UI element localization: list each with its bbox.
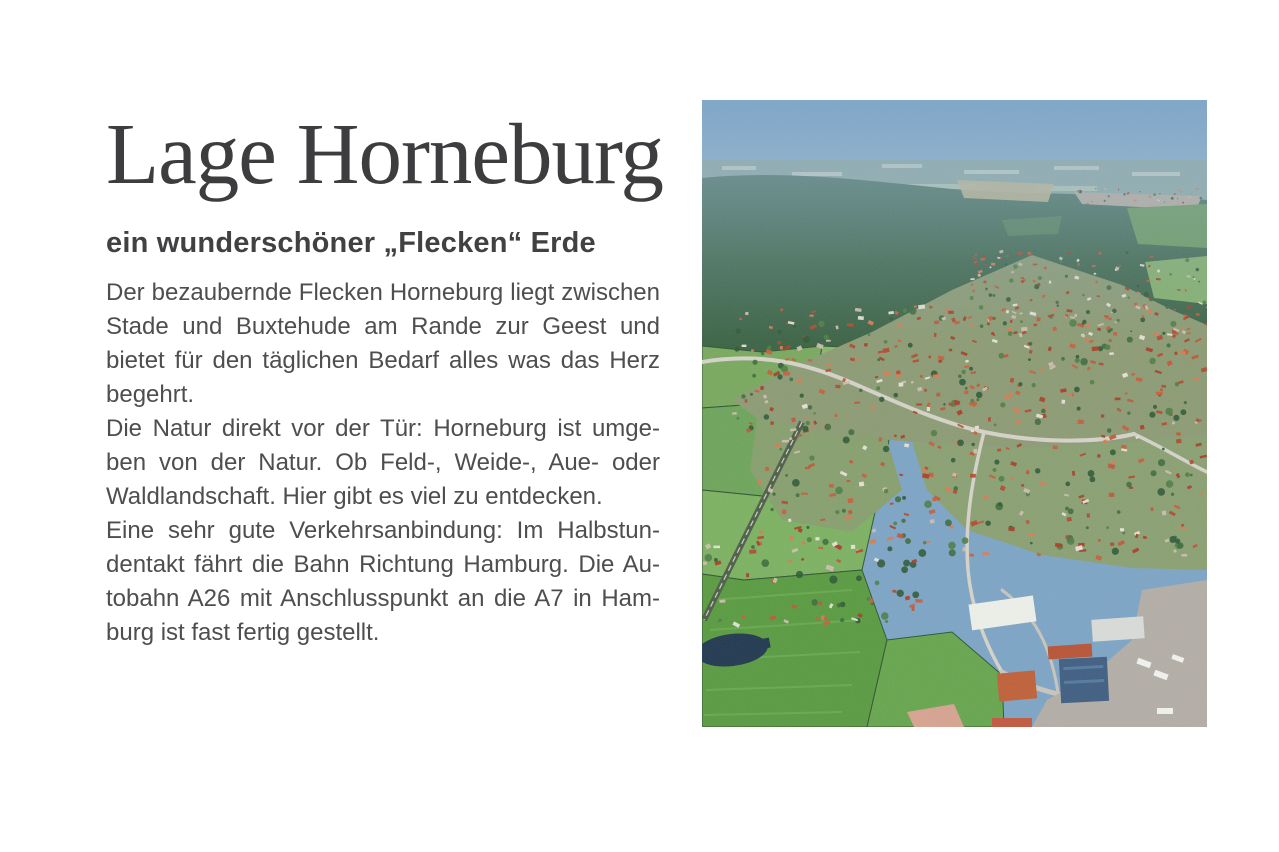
aerial-photo-illustration xyxy=(702,100,1207,727)
body-text xyxy=(106,276,660,650)
page-title: Lage Horneburg xyxy=(106,105,663,202)
photo-grain xyxy=(702,100,1207,727)
paragraph-transport: Eine sehr gute Verkehrsanbindung: Im Halbstundentakt fährt die Bahn Richtung Hamburg. Die Autobahn A26 mit Anschlusspunkt an die A7 in Hamburg ist fast fertig gestellt. xyxy=(106,517,660,647)
paragraph-nature: Die Natur direkt vor der Tür: Horneburg ist umgeben von der Natur. Ob Feld-, Weide-, Aue- oder Waldlandschaft. Hier gibt es viel zu entdecken. xyxy=(106,415,660,511)
page-subtitle: ein wunderschöner „Flecken“ Erde xyxy=(106,227,596,260)
aerial-photo xyxy=(702,100,1207,727)
paragraph-location: Der bezaubernde Flecken Horneburg liegt zwischen Stade und Buxtehude am Rande zur Geest und bietet für den täglichen Bedarf alles was das Herz begehrt. xyxy=(106,279,660,409)
text-column xyxy=(106,105,663,650)
